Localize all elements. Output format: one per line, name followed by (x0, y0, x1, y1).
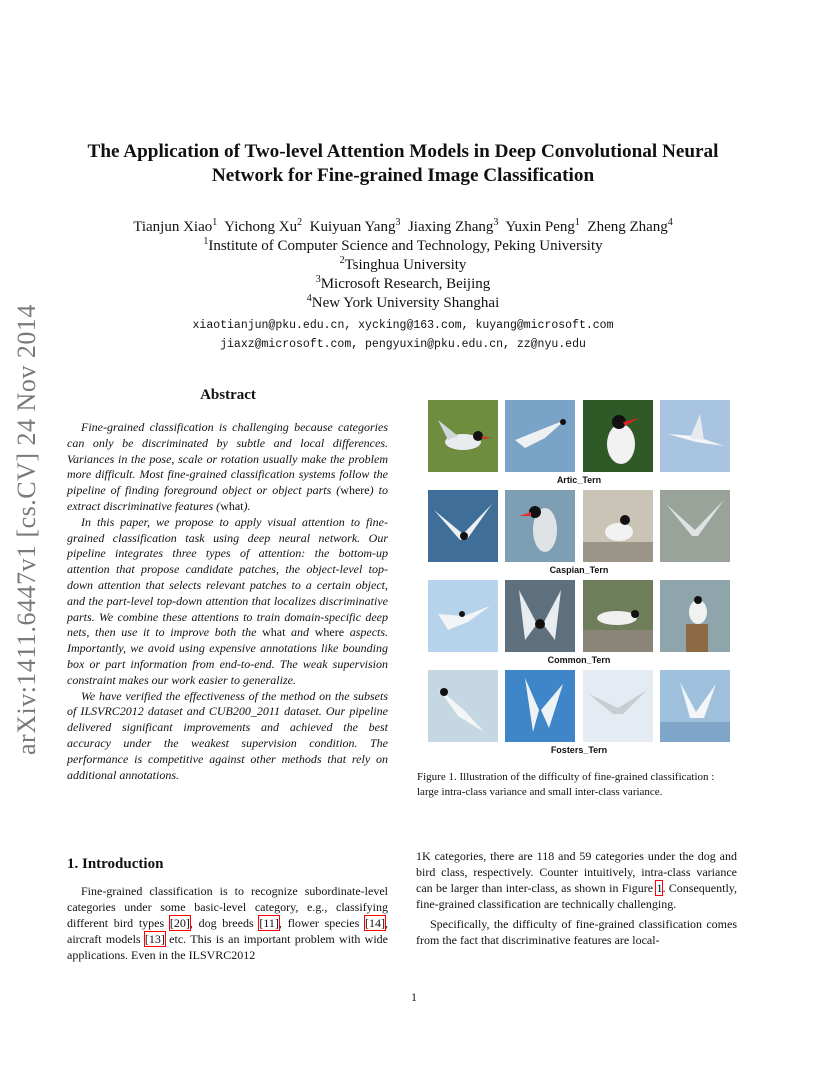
abstract-text: and (285, 625, 315, 640)
abstract-term: what (262, 625, 286, 640)
bird-photo (660, 400, 730, 472)
citation-link[interactable]: [14] (365, 916, 385, 930)
bird-photo (583, 490, 653, 562)
abstract-term: where (340, 483, 370, 498)
author-name: Jiaxing Zhang (407, 219, 494, 235)
abstract-text: ) to extract discriminative features ( (67, 483, 388, 513)
intro-paragraph: Specifically, the difficulty of fine-grained classification comes from the fact that discriminative features are local- (416, 917, 737, 947)
affiliation-sup: 2 (339, 255, 345, 266)
email-block (70, 316, 736, 354)
class-label-common: Common_Tern (547, 655, 611, 665)
author-block (70, 218, 736, 313)
citation-link[interactable]: [20] (169, 916, 190, 930)
title-line-2: Network for Fine-grained Image Classification (211, 165, 595, 186)
arxiv-identifier-text: arXiv:1411.6447v1 [cs.CV] 24 Nov 2014 (12, 304, 41, 755)
intro-heading: 1. Introduction (67, 856, 164, 872)
abstract-term: where (314, 625, 345, 640)
affiliation-text: New York University Shanghai (311, 295, 500, 311)
author-sup: 3 (395, 217, 401, 228)
bird-photo (505, 400, 575, 472)
paper-title (70, 140, 736, 188)
author-sup: 1 (574, 217, 580, 228)
bird-photo (428, 670, 498, 742)
author-sup: 3 (493, 217, 499, 228)
bird-photo (505, 490, 575, 562)
email-line-1: xiaotianjun@pku.edu.cn, xycking@163.com, kuyang@microsoft.com (192, 319, 614, 332)
intro-paragraph (416, 848, 737, 912)
class-label-caspian: Caspian_Tern (549, 565, 609, 575)
abstract-text: Fine-grained classification is challenging because categories can only be discriminated by subtle and local differences. Variances in the pose, scale or rotation usually make the problem more difficult. Most fine-grained classification systems follow the pipeline of finding foreground object or object parts ( (67, 420, 388, 498)
bird-photo (505, 670, 575, 742)
class-label-fosters: Fosters_Tern (550, 745, 608, 755)
intro-right-column (416, 848, 737, 948)
author-name: Zheng Zhang (587, 219, 668, 235)
image-row-artic (428, 400, 730, 472)
bird-photo (660, 670, 730, 742)
affiliation-text: Tsinghua University (344, 257, 467, 273)
citation-link[interactable]: [13] (144, 932, 165, 946)
affiliation-text: Institute of Computer Science and Technology, Peking University (208, 238, 603, 254)
affiliation (70, 275, 736, 294)
affiliation-text: Microsoft Research, Beijing (320, 276, 491, 292)
abstract-text: ). (243, 498, 251, 513)
abstract-paragraph: We have verified the effectiveness of the method on the subsets of ILSVRC2012 dataset and CUB200_2011 dataset. Our pipeline delivered significant improvements and achieved the best accuracy under the weakest supervision condition. The performance is competitive against other methods that rely on additional annotations. (67, 688, 388, 782)
bird-photo (428, 490, 498, 562)
author-sup: 4 (667, 217, 673, 228)
bird-photo (660, 580, 730, 652)
author-name: Yuxin Peng (505, 219, 575, 235)
bird-photo (505, 580, 575, 652)
image-row-caspian (428, 490, 730, 562)
body-text: 1K categories, there are 118 and 59 categories under the dog and bird class, respectively. Counter intuitively, intra-class variance can be larger than inter-class, as shown in Figure (416, 849, 737, 895)
bird-photo (583, 670, 653, 742)
page-number: 1 (411, 990, 417, 1004)
affiliation-sup: 3 (315, 274, 321, 285)
intro-left-column (67, 883, 388, 963)
author-name: Tianjun Xiao (133, 219, 213, 235)
body-text: , dog breeds (189, 916, 260, 930)
email-line-2: jiaxz@microsoft.com, pengyuxin@pku.edu.cn, zz@nyu.edu (220, 338, 586, 351)
figure-1 (428, 400, 730, 760)
figure-ref-link[interactable]: 1 (656, 881, 663, 895)
author-name: Yichong Xu (224, 219, 298, 235)
affiliation (70, 294, 736, 313)
body-text: , flower species (278, 916, 365, 930)
figure-caption: Figure 1. Illustration of the difficulty of fine-grained classification : large intra-class variance and small inter-class variance. (417, 771, 715, 798)
affiliation (70, 237, 736, 256)
bird-photo (583, 400, 653, 472)
body-text: etc. This is an important problem with wide applications. Even in the ILSVRC2012 (67, 932, 388, 962)
affiliation-sup: 4 (306, 293, 312, 304)
citation-link[interactable]: [11] (259, 916, 279, 930)
title-line-1: The Application of Two-level Attention Models in Deep Convolutional Neural (87, 141, 719, 162)
class-label-artic: Artic_Tern (556, 475, 602, 485)
image-row-fosters (428, 670, 730, 742)
intro-paragraph (67, 883, 388, 963)
body-text: . Consequently, fine-grained classification are technically challenging. (416, 881, 737, 911)
bird-photo (583, 580, 653, 652)
affiliation (70, 256, 736, 275)
abstract-text: In this paper, we propose to apply visual attention to fine-grained classification task using deep neural network. Our pipeline integrates three types of attention: the bottom-up attention that propose candidate patches, the object-level top-down attention that selects relevant patches to a certain object, and the part-level top-down attention that localizes discriminative parts. We combine these attentions to train domain-specific deep nets, then use it to improve both the (67, 514, 388, 640)
bird-photo (428, 580, 498, 652)
image-row-common (428, 580, 730, 652)
abstract-text: aspects. Importantly, we avoid using expensive annotations like bounding box or part information from end-to-end. The weak supervision constraint makes our work easier to generalize. (67, 625, 389, 687)
bird-photo (660, 490, 730, 562)
bird-photo (428, 400, 498, 472)
author-sup: 2 (297, 217, 303, 228)
author-name: Kuiyuan Yang (309, 219, 396, 235)
abstract-body (67, 420, 388, 783)
abstract-term: what (220, 498, 244, 513)
body-text: Fine-grained classification is to recognize subordinate-level categories under some basic-level category, e.g., classifying different bird types (67, 884, 388, 930)
body-text: , aircraft models (67, 916, 388, 946)
abstract-heading: Abstract (200, 387, 256, 403)
author-sup: 1 (212, 217, 218, 228)
author-names (70, 218, 736, 237)
abstract-paragraph (67, 420, 388, 515)
abstract-paragraph (67, 515, 388, 689)
affiliation-sup: 1 (203, 236, 209, 247)
